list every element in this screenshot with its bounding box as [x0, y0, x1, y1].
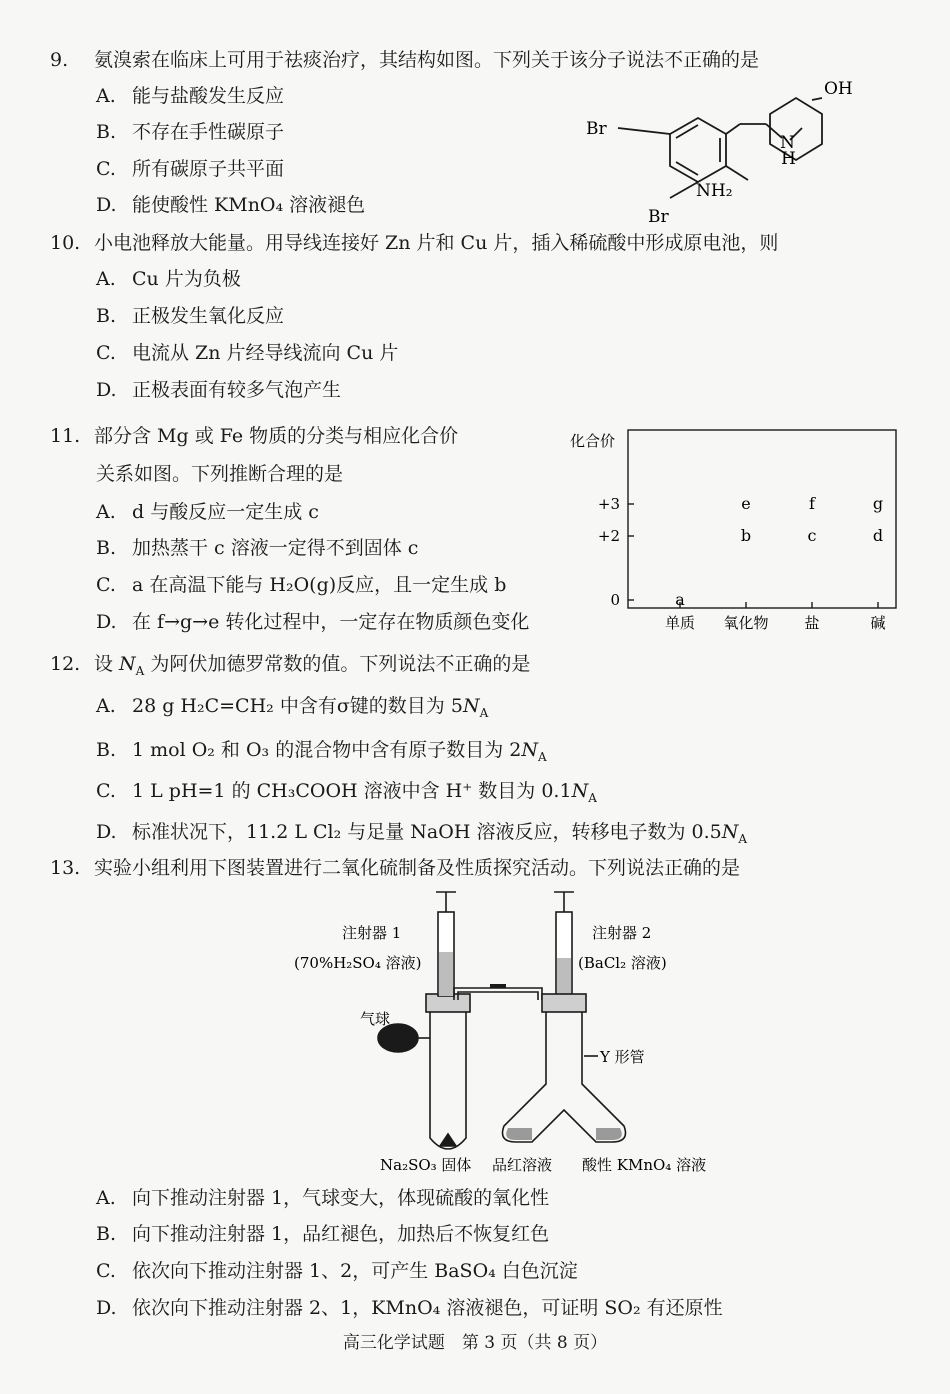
y-tick-label: +2 [597, 527, 620, 545]
chart-point-b: b [740, 526, 752, 545]
q9-option-c [96, 157, 284, 181]
option-text: 向下推动注射器 1，品红褪色，加热后不恢复红色 [132, 1223, 550, 1245]
option-label: D. [96, 379, 117, 401]
option-text: 能与盐酸发生反应 [132, 85, 285, 107]
q10-stem [50, 231, 778, 255]
option-label: A. [96, 1187, 116, 1209]
q10-option-b [96, 304, 284, 328]
option-label: D. [96, 1297, 117, 1319]
q12-option-d [96, 820, 747, 844]
q13-stem [50, 856, 740, 880]
na-symbol: N [571, 780, 589, 802]
q9-stem-text: 氨溴索在临床上可用于祛痰治疗，其结构如图。下列关于该分子说法不正确的是 [94, 49, 760, 71]
na-symbol: N [462, 695, 480, 717]
option-label: D. [96, 194, 117, 216]
chart-ylabel: 化合价 [570, 432, 616, 450]
option-label: D. [96, 611, 117, 633]
page-footer: 高三化学试题 第 3 页（共 8 页） [342, 1333, 608, 1353]
option-text: 1 mol O₂ 和 O₃ 的混合物中含有原子数目为 2 [132, 739, 522, 761]
q12-option-c [96, 779, 597, 803]
q12-stem-pre: 设 [94, 653, 120, 675]
option-label: D. [96, 821, 117, 843]
x-category-label: 碱 [870, 614, 886, 632]
na-subscript: A [135, 663, 145, 678]
option-label: A. [96, 695, 116, 717]
q10-option-c [96, 341, 398, 365]
option-label: B. [96, 305, 117, 327]
option-label: B. [96, 537, 117, 559]
br-label-1: Br [586, 119, 607, 139]
option-text: 28 g H₂C=CH₂ 中含有σ键的数目为 5 [132, 695, 463, 717]
q11-option-c [96, 573, 506, 597]
kmno4-label: 酸性 KMnO₄ 溶液 [582, 1156, 707, 1174]
option-label: C. [96, 1260, 116, 1282]
syringe2-content-label: (BaCl₂ 溶液) [578, 954, 667, 972]
chart-point-e: e [741, 494, 751, 513]
q11-stem-text: 部分含 Mg 或 Fe 物质的分类与相应化合价 [94, 425, 459, 447]
option-text: 正极发生氧化反应 [132, 305, 285, 327]
syringe1-label: 注射器 1 [342, 924, 402, 942]
q13-option-a [96, 1186, 549, 1210]
na-subscript: A [479, 705, 489, 720]
valence-chart [560, 420, 910, 640]
q11-stem-line2: 关系如图。下列推断合理的是 [96, 463, 344, 485]
chart-point-f: f [809, 494, 815, 513]
option-label: C. [96, 780, 116, 802]
syringe1-content-label: (70%H₂SO₄ 溶液) [294, 954, 422, 972]
option-text: 电流从 Zn 片经导线流向 Cu 片 [132, 342, 399, 364]
na-subscript: A [588, 790, 597, 805]
na-symbol: N [521, 739, 538, 761]
q9-option-d [96, 193, 365, 217]
q11-option-b [96, 536, 418, 560]
option-text: 向下推动注射器 1，气球变大，体现硫酸的氧化性 [132, 1187, 550, 1209]
x-category-label: 氧化物 [723, 614, 769, 632]
ambroxol-structure [580, 72, 870, 232]
y-tick-label: 0 [610, 591, 620, 609]
chart-point-d: d [872, 526, 884, 545]
q12-stem-post: 为阿伏加德罗常数的值。下列说法不正确的是 [144, 653, 531, 675]
option-label: C. [96, 574, 116, 596]
option-text: 能使酸性 KMnO₄ 溶液褪色 [132, 194, 366, 216]
option-text: 依次向下推动注射器 1、2，可产生 BaSO₄ 白色沉淀 [132, 1260, 578, 1282]
na-subscript: A [537, 749, 547, 764]
chart-point-a: a [675, 590, 685, 609]
balloon-label: 气球 [360, 1010, 391, 1028]
q10-number: 10. [50, 232, 81, 254]
option-text: 依次向下推动注射器 2、1，KMnO₄ 溶液褪色，可证明 SO₂ 有还原性 [132, 1297, 723, 1319]
ytube-label: Y 形管 [600, 1048, 645, 1066]
option-text: 加热蒸干 c 溶液一定得不到固体 c [132, 537, 419, 559]
syringe2-label: 注射器 2 [592, 924, 652, 942]
q11-option-d [96, 610, 529, 634]
q9-option-a [96, 84, 284, 108]
q13-stem-text: 实验小组利用下图装置进行二氧化硫制备及性质探究活动。下列说法正确的是 [94, 857, 741, 879]
option-label: A. [96, 501, 116, 523]
option-text: 所有碳原子共平面 [132, 158, 285, 180]
option-text: a 在高温下能与 H₂O(g)反应，且一定生成 b [132, 574, 507, 596]
q13-option-d [96, 1296, 723, 1320]
pinred-label: 品红溶液 [492, 1156, 553, 1174]
oh-label: OH [824, 79, 853, 99]
option-label: B. [96, 739, 117, 761]
na-symbol: N [119, 653, 136, 675]
so2-apparatus [280, 888, 740, 1180]
chart-point-c: c [807, 526, 817, 545]
q11-stem [50, 424, 458, 448]
option-label: C. [96, 158, 116, 180]
q10-option-d [96, 378, 341, 402]
q11-option-a [96, 500, 319, 524]
q10-option-a [96, 267, 241, 291]
option-text: d 与酸反应一定生成 c [132, 501, 319, 523]
option-text: 正极表面有较多气泡产生 [132, 379, 342, 401]
option-label: C. [96, 342, 116, 364]
q11-number: 11. [50, 425, 81, 447]
na-subscript: A [738, 831, 748, 846]
x-category-label: 盐 [804, 614, 820, 632]
option-text: 1 L pH=1 的 CH₃COOH 溶液中含 H⁺ 数目为 0.1 [132, 780, 572, 802]
option-label: A. [96, 268, 116, 290]
option-text: 标准状况下，11.2 L Cl₂ 与足量 NaOH 溶液反应，转移电子数为 0.5 [132, 821, 722, 843]
q10-stem-text: 小电池释放大能量。用导线连接好 Zn 片和 Cu 片，插入稀硫酸中形成原电池，则 [94, 232, 779, 254]
q12-option-a [96, 694, 488, 718]
br-label-2: Br [648, 207, 669, 227]
option-label: B. [96, 121, 117, 143]
na-symbol: N [721, 821, 739, 843]
option-text: 不存在手性碳原子 [132, 121, 285, 143]
amine-n-label: N [780, 133, 795, 153]
q13-number: 13. [50, 857, 81, 879]
q9-option-b [96, 120, 284, 144]
x-category-label: 单质 [664, 614, 696, 632]
nh2-label: NH₂ [696, 181, 733, 201]
amine-h-label: H [781, 149, 796, 169]
option-label: B. [96, 1223, 117, 1245]
option-text: 在 f→g→e 转化过程中，一定存在物质颜色变化 [132, 611, 530, 633]
q12-number: 12. [50, 653, 81, 675]
y-tick-label: +3 [597, 495, 620, 513]
solid-label: Na₂SO₃ 固体 [380, 1156, 472, 1174]
q13-option-b [96, 1222, 549, 1246]
option-text: Cu 片为负极 [132, 268, 241, 290]
q9-stem [50, 48, 759, 72]
chart-frame [628, 430, 896, 608]
option-label: A. [96, 85, 116, 107]
q12-option-b [96, 738, 547, 762]
q12-stem [50, 652, 530, 676]
q13-option-c [96, 1259, 578, 1283]
chart-point-g: g [872, 494, 884, 513]
q9-number: 9. [50, 49, 69, 71]
